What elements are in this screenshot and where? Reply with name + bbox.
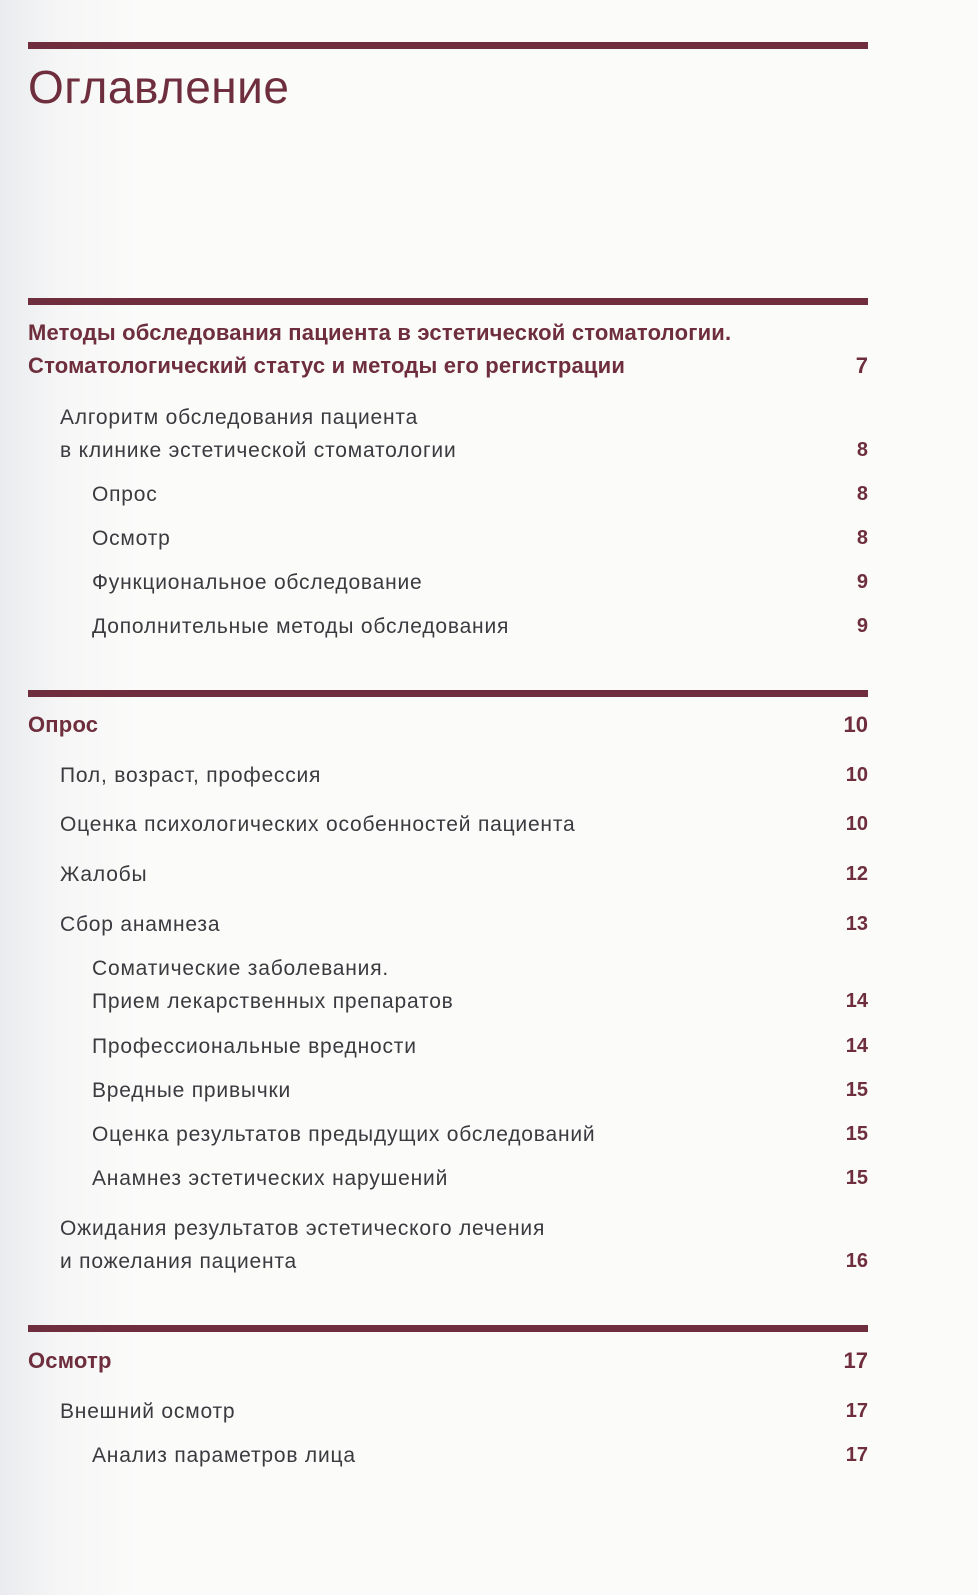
page-number: 13 [845, 913, 868, 935]
toc-entry-text: Пол, возраст, профессия [60, 764, 322, 787]
page-number: 8 [856, 527, 868, 549]
toc-entry-text: Стоматологический статус и методы его регистрации [28, 353, 626, 378]
toc-entry-text: Алгоритм обследования пациента [60, 406, 419, 429]
toc-entry-text: Оценка психологических особенностей пациента [60, 813, 576, 836]
toc-entry-text: Дополнительные методы обследования [92, 615, 510, 638]
page-number: 14 [845, 1035, 868, 1057]
toc-entry[interactable] [28, 1439, 868, 1472]
toc-entry-text: Профессиональные вредности [92, 1035, 417, 1058]
toc-entry-text: Оценка результатов предыдущих обследований [92, 1123, 596, 1146]
toc-chapter[interactable] [28, 708, 868, 741]
page-number: 15 [845, 1123, 868, 1145]
page-number: 15 [845, 1079, 868, 1101]
section-rule-1 [28, 298, 868, 305]
page-number: 12 [845, 863, 868, 885]
page-number: 17 [845, 1444, 868, 1466]
page-number: 17 [845, 1400, 868, 1422]
section-rule-3 [28, 1325, 868, 1332]
toc-entry[interactable] [28, 566, 868, 599]
toc-entry[interactable] [28, 610, 868, 643]
page-number: 8 [856, 439, 868, 461]
toc-entry-text: Внешний осмотр [60, 1400, 236, 1423]
toc-entry-text: Функциональное обследование [92, 571, 423, 594]
page-number: 15 [845, 1167, 868, 1189]
page-number: 7 [855, 353, 868, 378]
toc-entry[interactable] [28, 759, 868, 792]
toc-entry[interactable] [28, 858, 868, 891]
toc-entry-text: Опрос [28, 712, 99, 737]
toc-entry-text: Прием лекарственных препаратов [92, 990, 454, 1013]
page-number: 14 [845, 990, 868, 1012]
page-number: 9 [856, 571, 868, 593]
section-rule-2 [28, 690, 868, 697]
toc-entry-text: Вредные привычки [92, 1079, 292, 1102]
header-rule [28, 42, 868, 49]
toc-entry-text: Осмотр [92, 527, 171, 550]
toc-entry-text: Жалобы [60, 863, 148, 886]
toc-chapter[interactable] [28, 316, 868, 382]
toc-entry[interactable] [28, 478, 868, 511]
toc-entry-text: Осмотр [28, 1348, 112, 1373]
toc-entry-text: Ожидания результатов эстетического лечения [60, 1217, 546, 1240]
toc-entry[interactable] [28, 1212, 868, 1278]
toc-entry[interactable] [28, 1074, 868, 1107]
toc-entry-text: Анамнез эстетических нарушений [92, 1167, 449, 1190]
toc-entry[interactable] [28, 808, 868, 841]
page-number: 9 [856, 615, 868, 637]
toc-entry-text: в клинике эстетической стоматологии [60, 439, 457, 462]
toc-entry-text: Анализ параметров лица [92, 1444, 356, 1467]
toc-entry[interactable] [28, 1118, 868, 1151]
toc-entry-text: Соматические заболевания. [92, 957, 390, 980]
toc-entry-text: Сбор анамнеза [60, 913, 221, 936]
toc-entry[interactable] [28, 401, 868, 467]
page-number: 16 [845, 1250, 868, 1272]
toc-entry[interactable] [28, 1030, 868, 1063]
toc-entry[interactable] [28, 908, 868, 941]
page-number: 10 [843, 712, 868, 737]
toc-entry-text: Методы обследования пациента в эстетической стоматологии. [28, 320, 732, 345]
toc-entry-text: Опрос [92, 483, 158, 506]
toc-entry-text: и пожелания пациента [60, 1250, 298, 1273]
toc-entry[interactable] [28, 1162, 868, 1195]
toc-chapter[interactable] [28, 1344, 868, 1377]
page-title: Оглавление [28, 61, 290, 113]
toc-entry[interactable] [28, 952, 868, 1018]
toc-entry[interactable] [28, 522, 868, 555]
page-number: 10 [845, 764, 868, 786]
page-number: 10 [845, 813, 868, 835]
page-number: 17 [843, 1348, 868, 1373]
toc-entry[interactable] [28, 1395, 868, 1428]
page-number: 8 [856, 483, 868, 505]
